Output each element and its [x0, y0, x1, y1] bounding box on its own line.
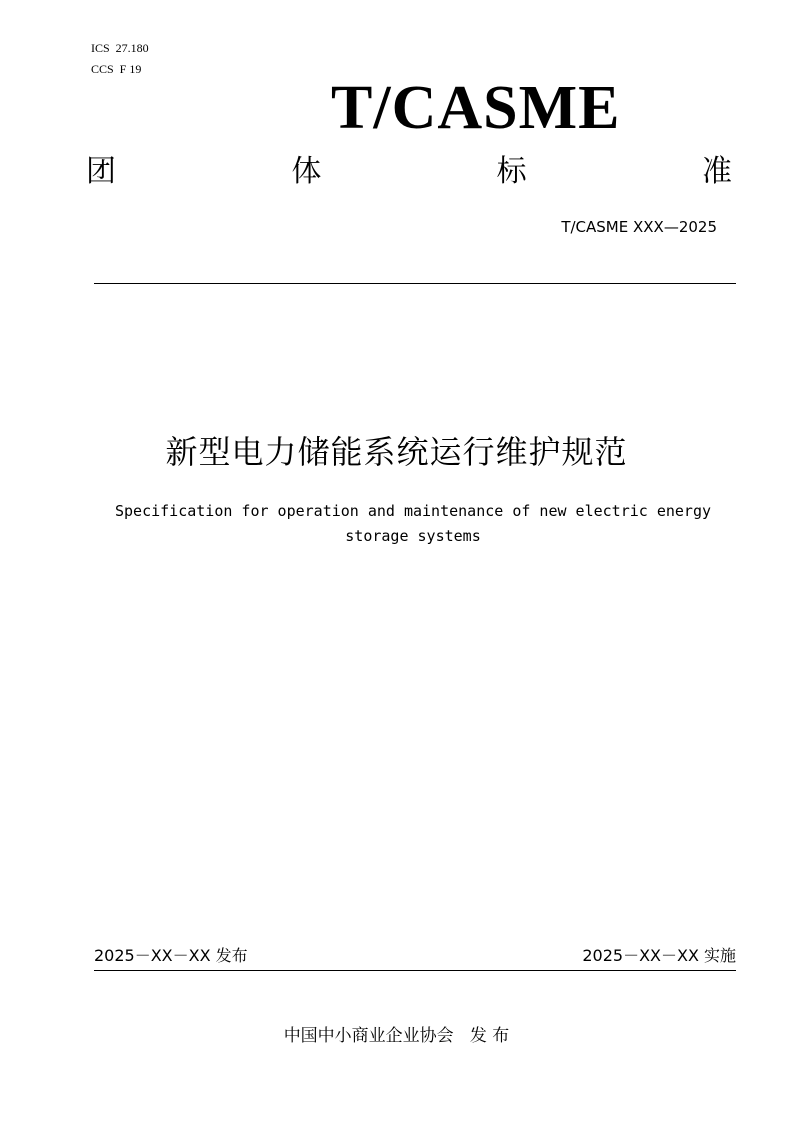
implementation-date: 2025－XX－XX 实施 [582, 946, 736, 965]
document-type-heading [86, 150, 732, 194]
english-title: Specification for operation and maintenance of new electric energy storage systems [114, 502, 712, 545]
publisher-line: 中国中小商业企业协会 发 布 [283, 1026, 510, 1046]
ccs-code: CCS F 19 [91, 62, 142, 76]
doc-type-char-2: 体 [291, 154, 322, 189]
doc-type-char-3: 标 [496, 154, 527, 189]
doc-type-char-1: 团 [86, 154, 116, 189]
release-date: 2025－XX－XX 发布 [94, 946, 248, 965]
ics-code: ICS 27.180 [91, 41, 149, 55]
doc-type-char-4: 准 [701, 154, 732, 189]
chinese-title: 新型电力储能系统运行维护规范 [165, 433, 628, 471]
bottom-divider [94, 970, 736, 971]
top-divider [94, 283, 736, 284]
organization-logo-text: T/CASME [331, 74, 621, 142]
standard-number: T/CASME XXX—2025 [561, 218, 717, 236]
classification-codes [91, 38, 149, 80]
